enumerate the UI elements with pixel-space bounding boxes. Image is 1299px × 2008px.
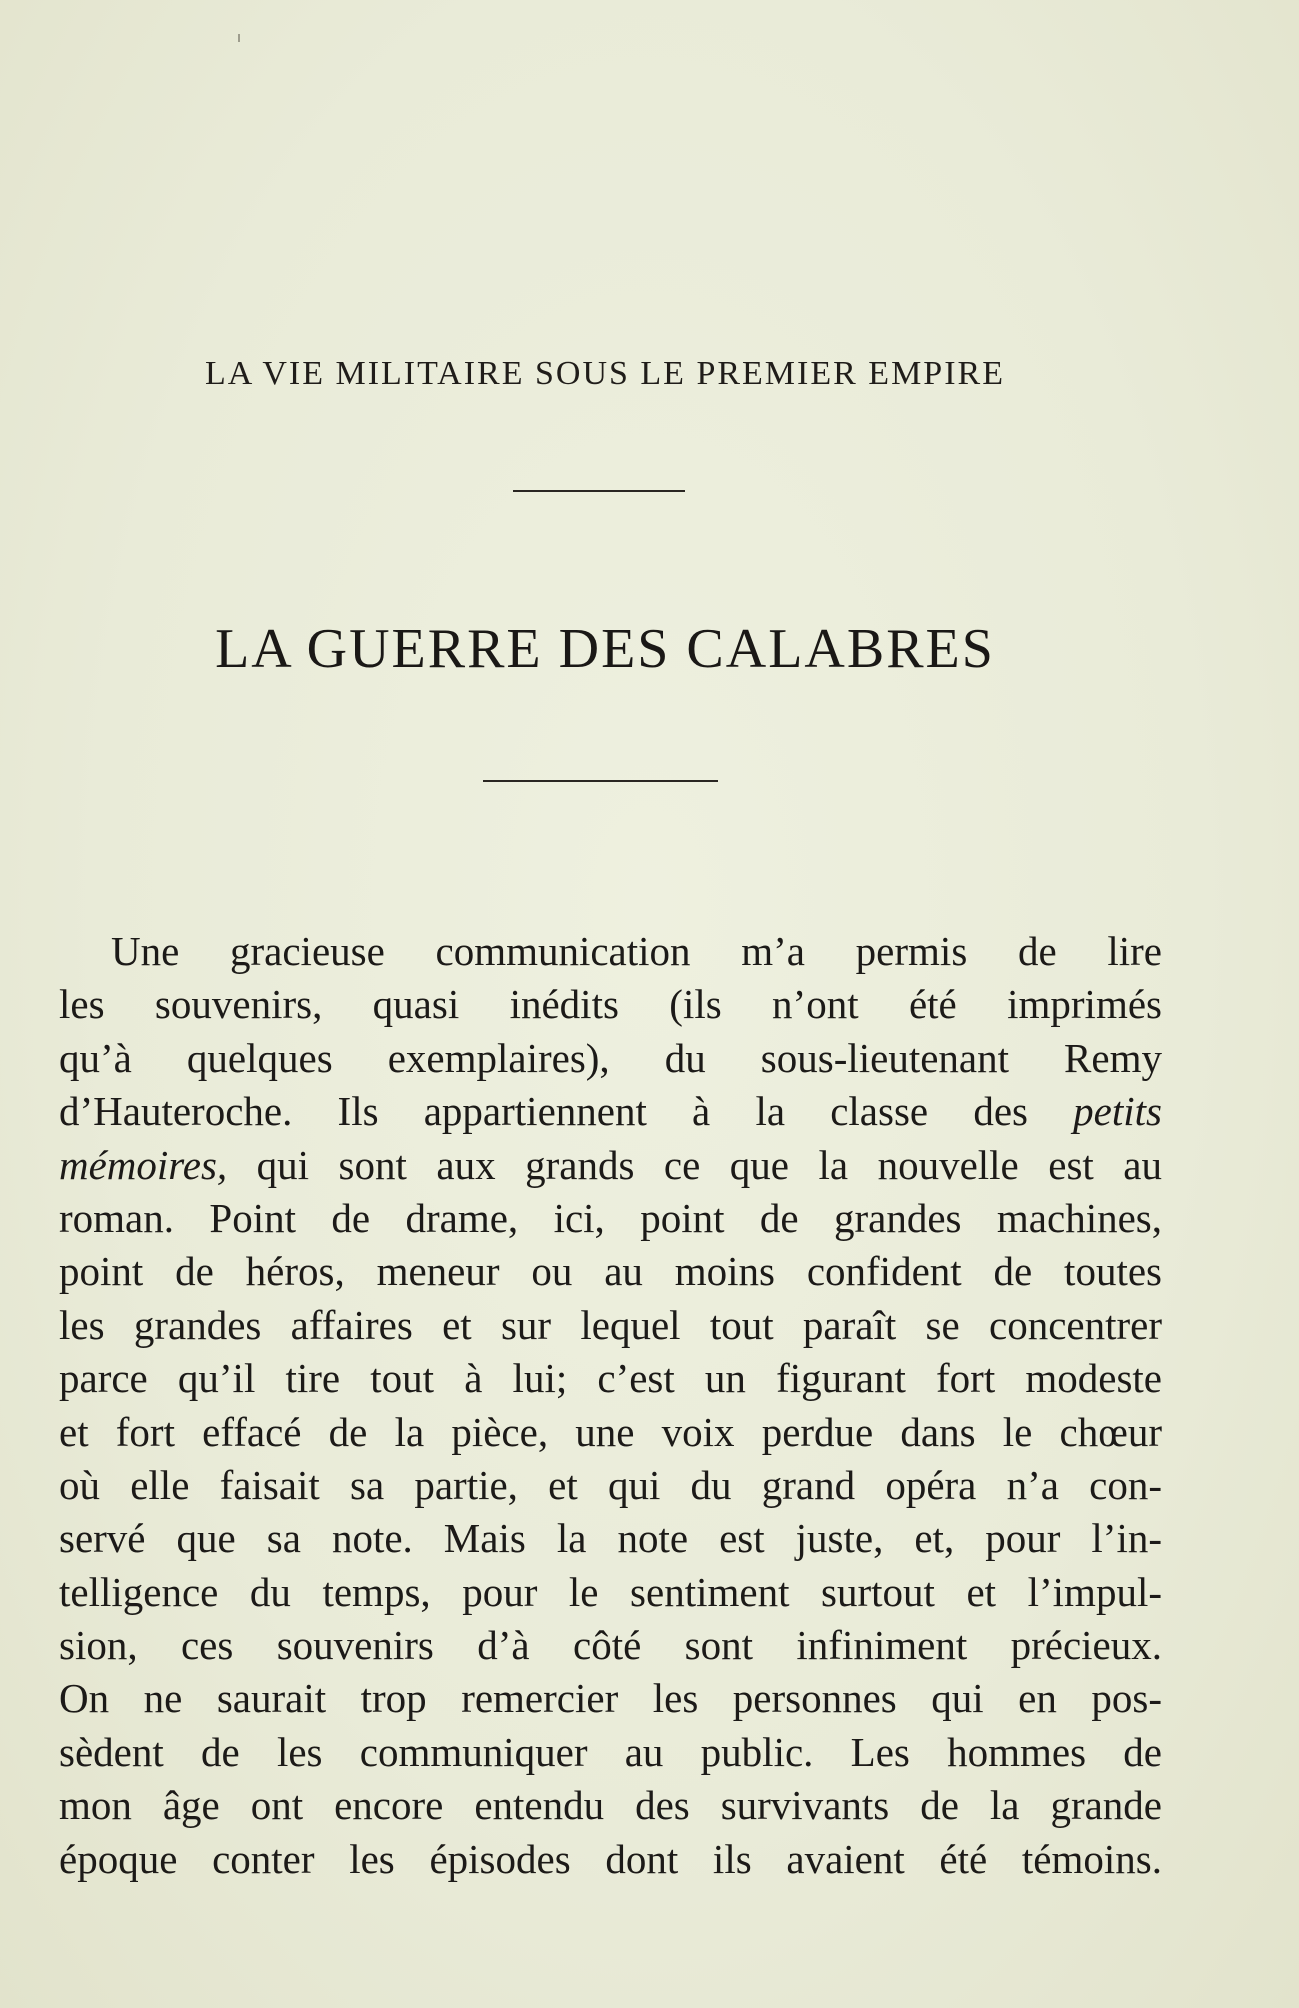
text-line: Une gracieuse communication m’a permis de lire [111,928,1162,974]
divider-rule-top [513,490,685,492]
text-line: les grandes affaires et sur lequel tout paraît se concentrer [59,1301,1162,1348]
chapter-title: LA GUERRE DES CALABRES [215,618,995,680]
text-line: sion, ces souvenirs d’à côté sont infiniment précieux. [59,1622,1162,1669]
text-line: et fort effacé de la pièce, une voix perdue dans le chœur [59,1408,1162,1455]
text-line: mémoires, qui sont aux grands ce que la nouvelle est au [59,1141,1162,1188]
text-line: servé que sa note. Mais la note est juste, et, pour l’in- [59,1515,1162,1562]
paper-speck [238,34,240,42]
text-line: époque conter les épisodes dont ils avaient été témoins. [59,1835,1162,1882]
italic-phrase: mémoires, [59,1141,228,1188]
running-head: LA VIE MILITAIRE SOUS LE PREMIER EMPIRE [205,355,1005,392]
text-line: telligence du temps, pour le sentiment surtout et l’impul- [59,1568,1162,1615]
text-line: qu’à quelques exemplaires), du sous-lieutenant Remy [59,1034,1162,1081]
text-line: point de héros, meneur ou au moins confident de toutes [59,1248,1162,1295]
italic-phrase: petits [1073,1088,1162,1135]
body-paragraph [59,925,1162,1886]
text-line: d’Hauteroche. Ils appartiennent à la classe des petits [59,1088,1162,1135]
text-line: roman. Point de drame, ici, point de grandes machines, [59,1194,1162,1241]
text-line: les souvenirs, quasi inédits (ils n’ont été imprimés [59,981,1162,1028]
divider-rule-bottom [483,780,718,782]
text-line: parce qu’il tire tout à lui; c’est un figurant fort modeste [59,1355,1162,1402]
text-line: On ne saurait trop remercier les personnes qui en pos- [59,1675,1162,1722]
text-line: sèdent de les communiquer au public. Les hommes de [59,1728,1162,1775]
text-line: où elle faisait sa partie, et qui du grand opéra n’a con- [59,1461,1162,1508]
text-line: mon âge ont encore entendu des survivants de la grande [59,1782,1162,1829]
